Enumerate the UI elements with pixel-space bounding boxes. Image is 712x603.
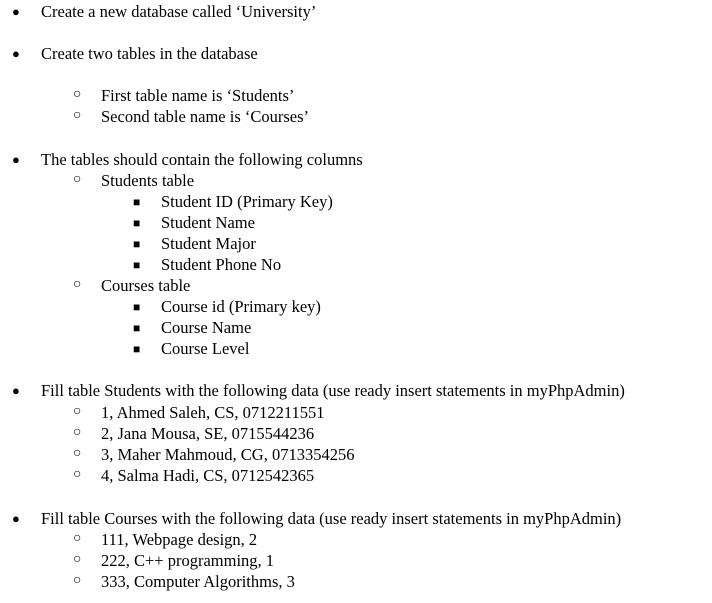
- column-item: [133, 318, 252, 338]
- task-text: Create two tables in the database: [41, 44, 258, 63]
- item-text: Students table: [101, 171, 195, 190]
- bullet-icon: ●: [12, 4, 20, 19]
- square-bullet-icon: ■: [133, 195, 141, 209]
- task-4: [12, 381, 625, 401]
- item-text: Student Name: [161, 213, 255, 232]
- list-item: [73, 445, 355, 465]
- task-text: Fill table Courses with the following data (use ready insert statements in myPhpAdmin): [41, 509, 622, 528]
- item-text: Second table name is ‘Courses’: [101, 107, 310, 126]
- item-text: 3, Maher Mahmoud, CG, 0713354256: [101, 445, 355, 464]
- list-item: [73, 424, 315, 444]
- task-text: Fill table Students with the following data (use ready insert statements in myPhpAdmin): [41, 381, 625, 400]
- item-text: Student Major: [161, 234, 256, 253]
- item-text: Course id (Primary key): [161, 297, 321, 316]
- column-item: [133, 213, 255, 233]
- square-bullet-icon: ■: [133, 300, 141, 314]
- circle-bullet-icon: ○: [73, 404, 82, 419]
- column-item: [133, 297, 321, 317]
- circle-bullet-icon: ○: [73, 425, 82, 440]
- item-text: 333, Computer Algorithms, 3: [101, 572, 295, 591]
- column-item: [133, 192, 333, 212]
- square-bullet-icon: ■: [133, 342, 141, 356]
- column-item: [133, 339, 250, 359]
- task-5: [12, 509, 622, 529]
- circle-bullet-icon: ○: [73, 531, 82, 546]
- square-bullet-icon: ■: [133, 216, 141, 230]
- bullet-icon: ●: [12, 511, 20, 526]
- list-item: [73, 466, 315, 486]
- task-1: [12, 2, 317, 22]
- circle-bullet-icon: ○: [73, 446, 82, 461]
- list-item: [73, 86, 295, 106]
- square-bullet-icon: ■: [133, 321, 141, 335]
- task-2: [12, 44, 258, 64]
- bullet-icon: ●: [12, 383, 20, 398]
- list-item: [73, 551, 275, 571]
- task-text: Create a new database called ‘University’: [41, 2, 317, 21]
- item-text: Course Name: [161, 318, 252, 337]
- circle-bullet-icon: ○: [73, 467, 82, 482]
- list-item: [73, 107, 310, 127]
- item-text: Courses table: [101, 276, 191, 295]
- task-text: The tables should contain the following columns: [41, 150, 363, 169]
- item-text: Course Level: [161, 339, 250, 358]
- list-item: [73, 530, 258, 550]
- column-item: [133, 255, 282, 275]
- item-text: Student ID (Primary Key): [161, 192, 333, 211]
- circle-bullet-icon: ○: [73, 277, 82, 292]
- table-name: [73, 276, 191, 296]
- circle-bullet-icon: ○: [73, 108, 82, 123]
- circle-bullet-icon: ○: [73, 552, 82, 567]
- item-text: 4, Salma Hadi, CS, 0712542365: [101, 466, 315, 485]
- item-text: Student Phone No: [161, 255, 282, 274]
- item-text: 222, C++ programming, 1: [101, 551, 275, 570]
- item-text: 1, Ahmed Saleh, CS, 0712211551: [101, 403, 325, 422]
- bullet-icon: ●: [12, 46, 20, 61]
- task-3: [12, 150, 363, 170]
- table-name: [73, 171, 195, 191]
- list-item: [73, 572, 295, 592]
- circle-bullet-icon: ○: [73, 573, 82, 588]
- circle-bullet-icon: ○: [73, 172, 82, 187]
- item-text: 2, Jana Mousa, SE, 0715544236: [101, 424, 315, 443]
- circle-bullet-icon: ○: [73, 87, 82, 102]
- column-item: [133, 234, 256, 254]
- square-bullet-icon: ■: [133, 258, 141, 272]
- item-text: 111, Webpage design, 2: [101, 530, 258, 549]
- bullet-icon: ●: [12, 152, 20, 167]
- square-bullet-icon: ■: [133, 237, 141, 251]
- list-item: [73, 403, 325, 423]
- item-text: First table name is ‘Students’: [101, 86, 295, 105]
